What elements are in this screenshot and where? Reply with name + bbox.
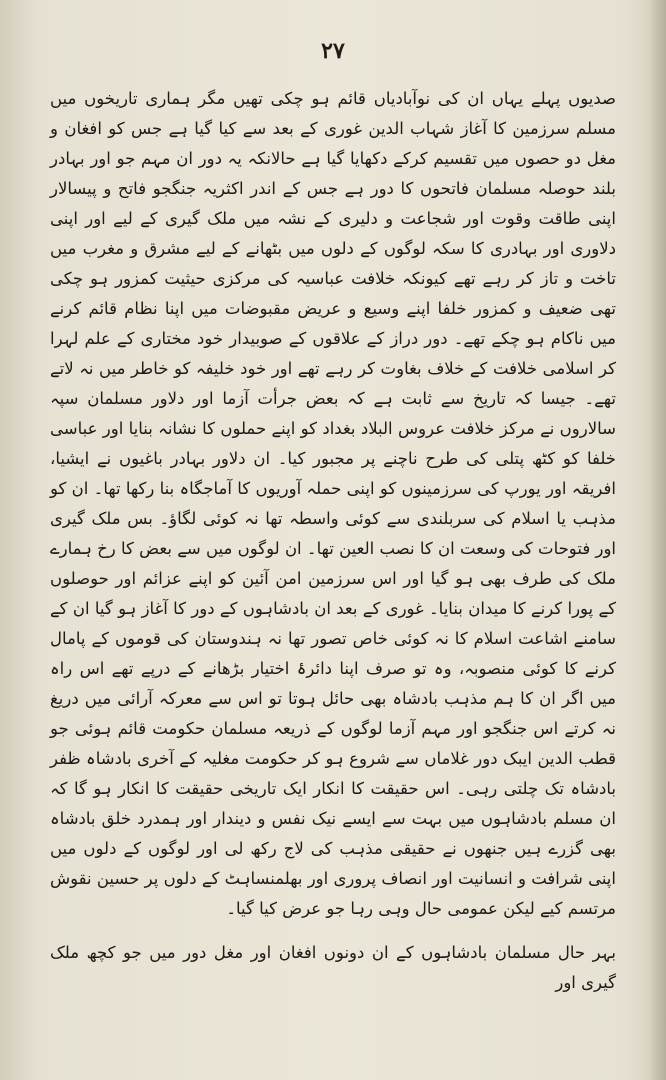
page-body-text: [50, 84, 616, 998]
paragraph-1: صدیوں پہلے یہاں ان کی نوآبادیاں قائم ہو چکی تھیں مگر ہماری تاریخوں میں مسلم سرزمین کا آغاز شہاب الدین غوری کے بعد سے کیا گیا ہے جس کو افغان و مغل دو حصوں میں تقسیم کرکے دکھایا گیا ہے حالانکہ یہ دور ان مہم جو اور بہادر بلند حوصلہ مسلمان فاتحوں کا دور ہے جس کے اندر اکثریہ جنگجو فاتح و پیسالار اپنی طاقت وقوت اور شجاعت و دلیری کے نشہ میں ملک گیری کے لیے اور اپنی دلاوری اور بہادری کا سکہ لوگوں کے دلوں میں بٹھانے کے لیے مشرق و مغرب میں تاخت و تاز کر رہے تھے کیونکہ خلافت عباسیہ کی مرکزی حیثیت کمزور ہو چکی تھی ضعیف و کمزور خلفا اپنے وسیع و عریض مقبوضات میں اپنا نظام قائم کرنے میں ناکام ہو چکے تھے۔ دور دراز کے علاقوں کے صوبیدار خود مختاری کے علم لہرا کر اسلامی خلافت کے خلاف بغاوت کر رہے تھے اور خود خلیفہ کو خاطر میں نہ لاتے تھے۔ جیسا کہ تاریخ سے ثابت ہے کہ بعض جرأت آزما اور دلاور مسلمان سپہ سالاروں نے مرکز خلافت عروس البلاد بغداد کو اپنے حملوں کا نشانہ بنایا اور عباسی خلفا کو کٹھ پتلی کی طرح ناچنے پر مجبور کیا۔ ان دلاور بہادر باغیوں نے ایشیا، افریقہ اور یورپ کی سرزمینوں کو اپنی حملہ آوریوں کا آماجگاہ بنا رکھا تھا۔ ان کو مذہب یا اسلام کی سربلندی سے کوئی واسطہ تھا نہ کوئی لگاؤ۔ بس ملک گیری اور فتوحات کی وسعت ان کا نصب العین تھا۔ ان لوگوں میں سے بعض کا رخ ہمارے ملک کی طرف بھی ہو گیا اور اس سرزمین امن آئین کو اپنے عزائم اور حوصلوں کے پورا کرنے کا میدان بنایا۔ غوری کے بعد ان بادشاہوں کے دور کا آغاز ہو گیا ان کے سامنے اشاعت اسلام کا نہ کوئی خاص تصور تھا نہ ہندوستان کی قوموں کے پامال کرنے کا کوئی منصوبہ، وہ تو صرف اپنا دائرۂ اختیار بڑھانے کے درپے تھے اس راہ میں اگر ان کا ہم مذہب بادشاہ بھی حائل ہوتا تو اس سے معرکہ آرائی میں دریغ نہ کرتے اس جنگجو اور مہم آزما لوگوں کے ذریعہ مسلمان حکومت قائم ہوئی جو قطب الدین ایبک دور غلاماں سے شروع ہو کر حکومت مغلیہ کے آخری بادشاہ ظفر بادشاہ تک چلتی رہی۔ اس حقیقت کا انکار ایک تاریخی حقیقت کا انکار ہو گا کہ ان مسلم بادشاہوں میں بہت سے ایسے نیک نفس و دیندار اور ہمدرد خلق بادشاہ بھی گزرے ہیں جنھوں نے حقیقی مذہب کی لاج رکھ لی اور لوگوں کے دلوں میں اپنی شرافت و انسانیت اور انصاف پروری اور بھلمنساہٹ کے دلوں پر حسین نقوش مرتسم کیے لیکن عمومی حال وہی رہا جو عرض کیا گیا۔: [50, 89, 616, 918]
paragraph-2: بہر حال مسلمان بادشاہوں کے ان دونوں افغان اور مغل دور میں جو کچھ ملک گیری اور: [50, 943, 616, 992]
page-edge-shadow: [648, 0, 666, 1080]
page-number: ۲۷: [321, 38, 345, 64]
